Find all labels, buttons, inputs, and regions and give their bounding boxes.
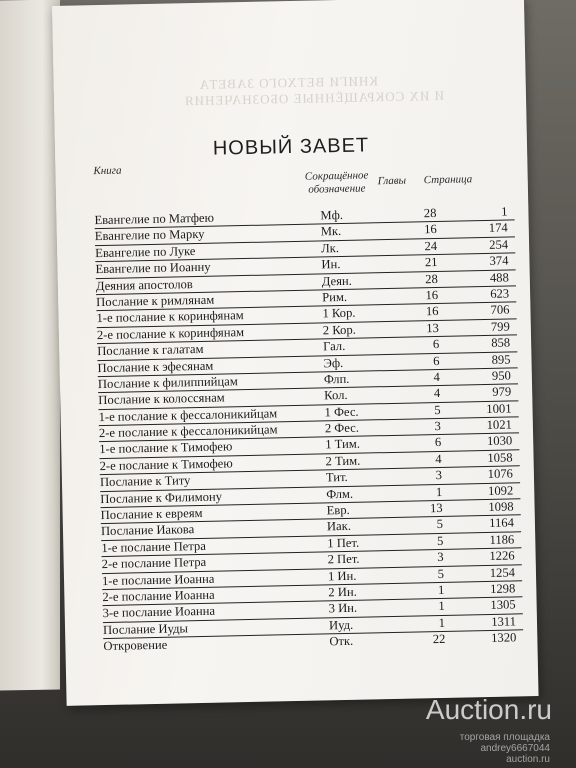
book-name-cell: Деяния апостолов	[95, 276, 193, 293]
book-name-cell: Послание Иакова	[100, 522, 195, 539]
book-name-cell: Послание Иуды	[102, 621, 189, 637]
watermark-caption	[460, 732, 550, 765]
page-title: НОВЫЙ ЗАВЕТ	[212, 134, 370, 161]
book-name-cell: 1-е послание Иоанна	[101, 571, 215, 588]
chapters-cell: 28	[423, 205, 437, 221]
chapters-cell: 16	[425, 287, 439, 303]
chapters-cell: 4	[433, 369, 440, 384]
page-cell: 950	[491, 368, 511, 383]
abbreviation-cell: Тит.	[325, 470, 348, 485]
page-cell: 254	[489, 237, 509, 252]
book-name-cell: Послание к колоссянам	[98, 390, 225, 408]
book-name-cell: 2-е послание Петра	[101, 555, 207, 572]
abbreviation-cell: 1 Тим.	[325, 437, 361, 452]
watermark-logo: Auction.ru	[425, 694, 552, 725]
abbreviation-cell: Отк.	[329, 633, 354, 649]
abbreviation-cell: Флп.	[323, 371, 350, 387]
abbreviation-cell: Флм.	[326, 486, 354, 502]
bleed-through-heading-2: И ИХ СОКРАЩЁННЫЕ ОБОЗНАЧЕНИЯ	[183, 87, 445, 109]
book-name-cell: Евангелие по Марку	[94, 227, 205, 244]
book-page	[52, 0, 539, 706]
page-cell: 1320	[490, 630, 517, 646]
book-name-cell: 1-е послание Петра	[101, 538, 206, 555]
page-cell: 1098	[488, 499, 514, 515]
abbreviation-cell: 2 Кор.	[322, 322, 356, 338]
chapters-cell: 22	[432, 632, 446, 647]
chapters-cell: 4	[435, 451, 442, 466]
chapters-cell: 6	[432, 337, 440, 352]
page-cell: 1021	[486, 417, 513, 433]
page-cell: 706	[490, 302, 510, 318]
watermark-caption-line3: auction.ru	[506, 754, 550, 765]
chapters-cell: 1	[438, 599, 445, 614]
abbreviation-cell: Иуд.	[328, 617, 354, 633]
abbreviation-cell: 2 Тим.	[325, 453, 361, 469]
page-cell: 1058	[487, 450, 513, 465]
books-table	[94, 204, 523, 654]
column-header-page: Страница	[423, 173, 473, 187]
chapters-cell: 6	[433, 353, 440, 368]
chapters-cell: 5	[437, 566, 445, 581]
page-cell: 1076	[487, 466, 514, 482]
watermark-caption-line1: торговая площадка	[459, 732, 550, 743]
book-name-cell: Послание к эфесянам	[97, 358, 214, 375]
page-cell: 799	[490, 319, 510, 334]
column-header-abbreviation-line2: обозначение	[308, 182, 366, 196]
bleed-through-heading-1: КНИГИ ВЕТХОГО ЗАВЕТА	[198, 73, 379, 92]
page-cell: 1186	[489, 532, 515, 547]
book-name-cell: 2-е послание к фессалоникийцам	[98, 422, 278, 441]
book-name-cell: 1-е послание к коринфянам	[96, 308, 244, 326]
chapters-cell: 1	[435, 484, 443, 499]
page-cell: 1298	[489, 581, 516, 596]
page-cell: 1311	[491, 614, 517, 629]
book-name-cell: 3-е послание Иоанна	[102, 604, 216, 621]
abbreviation-cell: Иак.	[326, 519, 352, 534]
abbreviation-cell: Гал.	[323, 339, 346, 354]
column-header-abbreviation	[296, 169, 379, 197]
abbreviation-cell: Деян.	[321, 273, 352, 288]
page-cell: 1305	[490, 597, 516, 613]
chapters-cell: 3	[434, 419, 442, 434]
abbreviation-cell: 2 Ин.	[328, 584, 357, 600]
chapters-cell: 5	[434, 402, 441, 417]
abbreviation-cell: Эф.	[323, 355, 344, 370]
column-header-abbreviation-line1: Сокращённое	[304, 169, 369, 183]
abbreviation-cell: Кол.	[324, 388, 348, 403]
page-cell: 979	[492, 384, 512, 400]
chapters-cell: 3	[437, 550, 444, 565]
chapters-cell: 5	[436, 517, 444, 532]
book-name-cell: Евангелие по Луке	[95, 243, 196, 260]
book-name-cell: 2-е послание Иоанна	[102, 587, 215, 605]
book-name-cell: Послание к галатам	[97, 342, 204, 359]
abbreviation-cell: 2 Пет.	[327, 551, 360, 567]
book-name-cell: 1-е послание к Тимофею	[99, 439, 233, 457]
abbreviation-cell: 3 Ин.	[328, 601, 358, 616]
book-name-cell: 2-е послание к коринфянам	[96, 324, 245, 342]
book-name-cell: Откровение	[103, 637, 168, 654]
abbreviation-cell: 1 Ин.	[327, 568, 357, 583]
abbreviation-cell: 1 Кор.	[322, 306, 356, 321]
chapters-cell: 24	[424, 238, 438, 254]
chapters-cell: 16	[425, 304, 439, 319]
page-cell: 858	[491, 335, 511, 350]
page-cell: 1226	[489, 548, 515, 564]
chapters-cell: 13	[426, 320, 439, 335]
chapters-cell: 16	[424, 222, 437, 237]
abbreviation-cell: 2 Фес.	[324, 420, 360, 436]
book-name-cell: 2-е послание к Тимофею	[99, 456, 233, 473]
page-cell: 1	[500, 204, 508, 219]
abbreviation-cell: Мф.	[320, 207, 344, 223]
column-header-book: Книга	[93, 164, 122, 178]
left-page-edge	[0, 0, 60, 691]
page-cell: 1164	[489, 515, 515, 531]
book-name-cell: Послание к Филимону	[100, 489, 223, 506]
chapters-cell: 1	[438, 615, 446, 630]
chapters-cell: 13	[429, 500, 443, 516]
chapters-cell: 28	[425, 271, 438, 286]
page-cell: 623	[490, 286, 510, 301]
page-cell: 374	[489, 253, 509, 269]
abbreviation-cell: Мк.	[320, 224, 342, 239]
book-name-cell: Евангелие по Иоанну	[95, 259, 211, 277]
book-name-cell: Послание к Титу	[99, 473, 191, 490]
page-cell: 488	[489, 270, 509, 285]
page-cell: 1030	[486, 433, 513, 449]
page-cell: 174	[488, 220, 508, 236]
chapters-cell: 5	[436, 533, 444, 548]
chapters-cell: 3	[435, 468, 443, 483]
page-cell: 1001	[486, 401, 512, 416]
page-cell: 1254	[489, 565, 516, 580]
column-header-chapters: Главы	[377, 174, 407, 188]
abbreviation-cell: Рим.	[322, 289, 348, 305]
book-name-cell: Послание к римлянам	[96, 292, 215, 310]
page-cell: 1092	[487, 483, 514, 498]
book-name-cell: Послание к евреям	[100, 505, 203, 523]
abbreviation-cell: 1 Пет.	[327, 535, 360, 551]
book-name-cell: 1-е послание к фессалоникийцам	[98, 406, 278, 424]
chapters-cell: 21	[424, 255, 438, 270]
chapters-cell: 4	[433, 386, 441, 401]
chapters-cell: 1	[437, 582, 445, 598]
page-cell: 895	[491, 351, 511, 367]
watermark-caption-line2: andrey6667044	[480, 743, 550, 754]
book-name-cell: Послание к филиппийцам	[97, 374, 238, 392]
abbreviation-cell: Лк.	[320, 240, 340, 256]
chapters-cell: 6	[434, 435, 442, 450]
abbreviation-cell: Ин.	[321, 257, 341, 272]
book-name-cell: Евангелие по Матфею	[94, 210, 215, 228]
abbreviation-cell: Евр.	[326, 502, 350, 518]
abbreviation-cell: 1 Фес.	[324, 404, 359, 420]
